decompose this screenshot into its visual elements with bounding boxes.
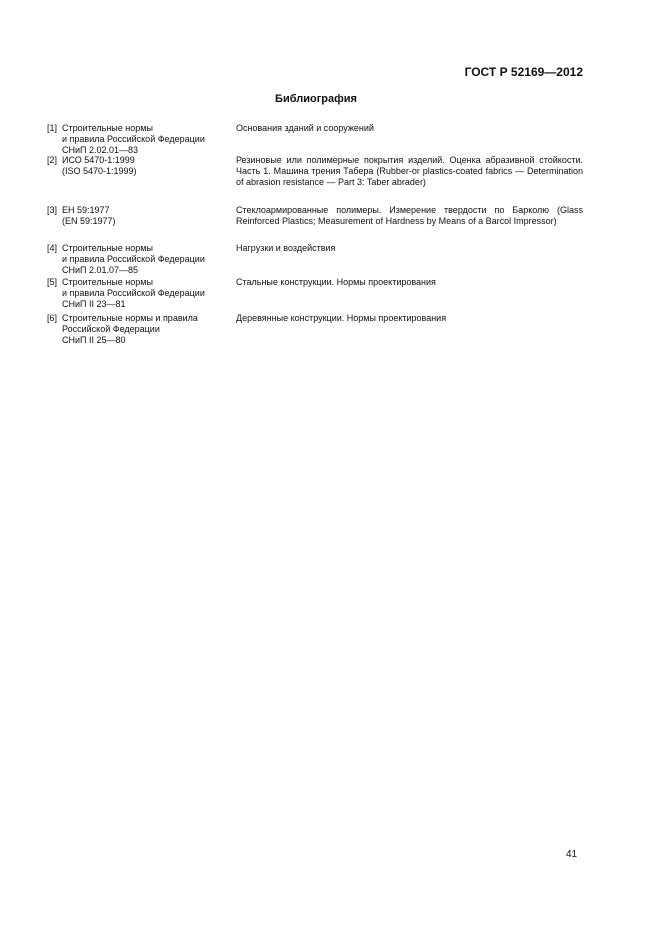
page-title: Библиография bbox=[275, 93, 357, 105]
entry-source bbox=[62, 155, 232, 177]
source-line: СНиП II 25—80 bbox=[62, 335, 126, 345]
entry-description: Резиновые или полимерные покрытия изделий. Оценка абразивной стойкости. Часть 1. Машина трения Табера (Rubber-or plastics-coated fabrics — Determination of abrasion resistance — Part 3: Taber abrader) bbox=[236, 155, 583, 187]
entry-description: Стеклоармированные полимеры. Измерение твердости по Барколю (Glass Reinforced Plastics; Measurement of Hardness by Means of a Barcol Impressor) bbox=[236, 205, 583, 226]
page-number: 41 bbox=[566, 849, 578, 860]
source-line: Российской Федерации bbox=[62, 324, 160, 334]
entry-description: Деревянные конструкции. Нормы проектирования bbox=[236, 313, 447, 323]
entry-source bbox=[62, 123, 232, 156]
entry-number: [3] bbox=[47, 205, 58, 215]
entry-source bbox=[62, 205, 232, 227]
source-line: и правила Российской Федерации bbox=[62, 254, 205, 264]
source-line: Строительные нормы bbox=[62, 123, 153, 133]
source-line: ЕН 59:1977 bbox=[62, 205, 110, 215]
source-line: Строительные нормы и правила bbox=[62, 313, 198, 323]
source-line: (EN 59:1977) bbox=[62, 216, 116, 226]
entry-source bbox=[62, 313, 232, 346]
entry-description: Стальные конструкции. Нормы проектирования bbox=[236, 277, 436, 287]
entry-description: Нагрузки и воздействия bbox=[236, 243, 336, 253]
source-line: ИСО 5470-1:1999 bbox=[62, 155, 135, 165]
source-line: Строительные нормы bbox=[62, 243, 153, 253]
source-line: Строительные нормы bbox=[62, 277, 153, 287]
entry-number: [1] bbox=[47, 123, 58, 133]
source-line: и правила Российской Федерации bbox=[62, 288, 205, 298]
source-line: СНиП 2.01.07—85 bbox=[62, 265, 139, 275]
document-number: ГОСТ Р 52169—2012 bbox=[464, 65, 583, 79]
source-line: СНиП 2.02.01—83 bbox=[62, 145, 139, 155]
source-line: СНиП II 23—81 bbox=[62, 299, 126, 309]
source-line: (ISO 5470-1:1999) bbox=[62, 166, 137, 176]
entry-number: [2] bbox=[47, 155, 58, 165]
entry-description: Основания зданий и сооружений bbox=[236, 123, 374, 133]
source-line: и правила Российской Федерации bbox=[62, 134, 205, 144]
entry-source bbox=[62, 277, 232, 310]
entry-source bbox=[62, 243, 232, 276]
entry-number: [4] bbox=[47, 243, 58, 253]
entry-number: [6] bbox=[47, 313, 58, 323]
entry-number: [5] bbox=[47, 277, 58, 287]
